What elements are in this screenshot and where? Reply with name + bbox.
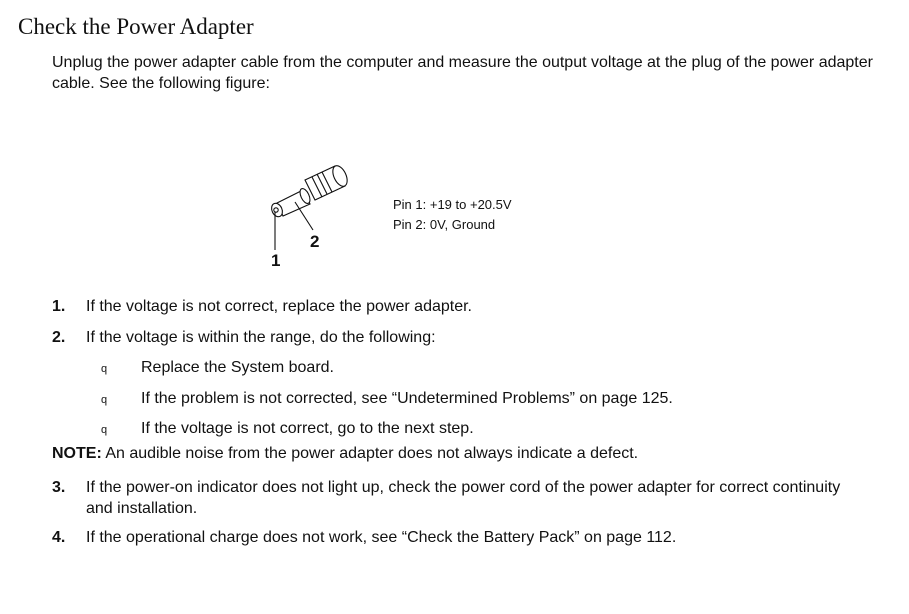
callout-2: 2 [310, 232, 320, 251]
step-number: 4. [52, 529, 66, 546]
bullet-icon: q [101, 394, 108, 406]
step-number: 3. [52, 479, 66, 496]
sub-step-text: If the voltage is not correct, go to the next step. [141, 420, 474, 437]
step-text: If the power-on indicator does not light up, check the power cord of the power adapter for correct continuity and installation. [86, 479, 841, 517]
callout-1: 1 [271, 251, 281, 270]
step-text: If the voltage is within the range, do the following: [86, 329, 436, 346]
intro-paragraph: Unplug the power adapter cable from the computer and measure the output voltage at the plug of the power adapter cable. See the following figure: [52, 54, 873, 92]
step-number: 2. [52, 329, 66, 346]
pin-legend [393, 195, 512, 235]
sub-step-text: If the problem is not corrected, see “Undetermined Problems” on page 125. [141, 390, 673, 407]
note-text: An audible noise from the power adapter does not always indicate a defect. [105, 445, 639, 462]
step-number: 1. [52, 298, 66, 315]
page-title: Check the Power Adapter [18, 14, 254, 39]
pin-1-label: Pin 1: +19 to +20.5V [393, 197, 512, 212]
note [52, 443, 638, 464]
bullet-icon: q [101, 363, 108, 375]
step-text: If the operational charge does not work, see “Check the Battery Pack” on page 112. [86, 529, 677, 546]
pin-2-label: Pin 2: 0V, Ground [393, 217, 496, 232]
step-text: If the voltage is not correct, replace the power adapter. [86, 298, 472, 315]
power-adapter-plug-figure [255, 150, 365, 280]
sub-step-text: Replace the System board. [141, 359, 334, 376]
bullet-icon: q [101, 424, 108, 436]
note-label: NOTE: [52, 445, 102, 462]
